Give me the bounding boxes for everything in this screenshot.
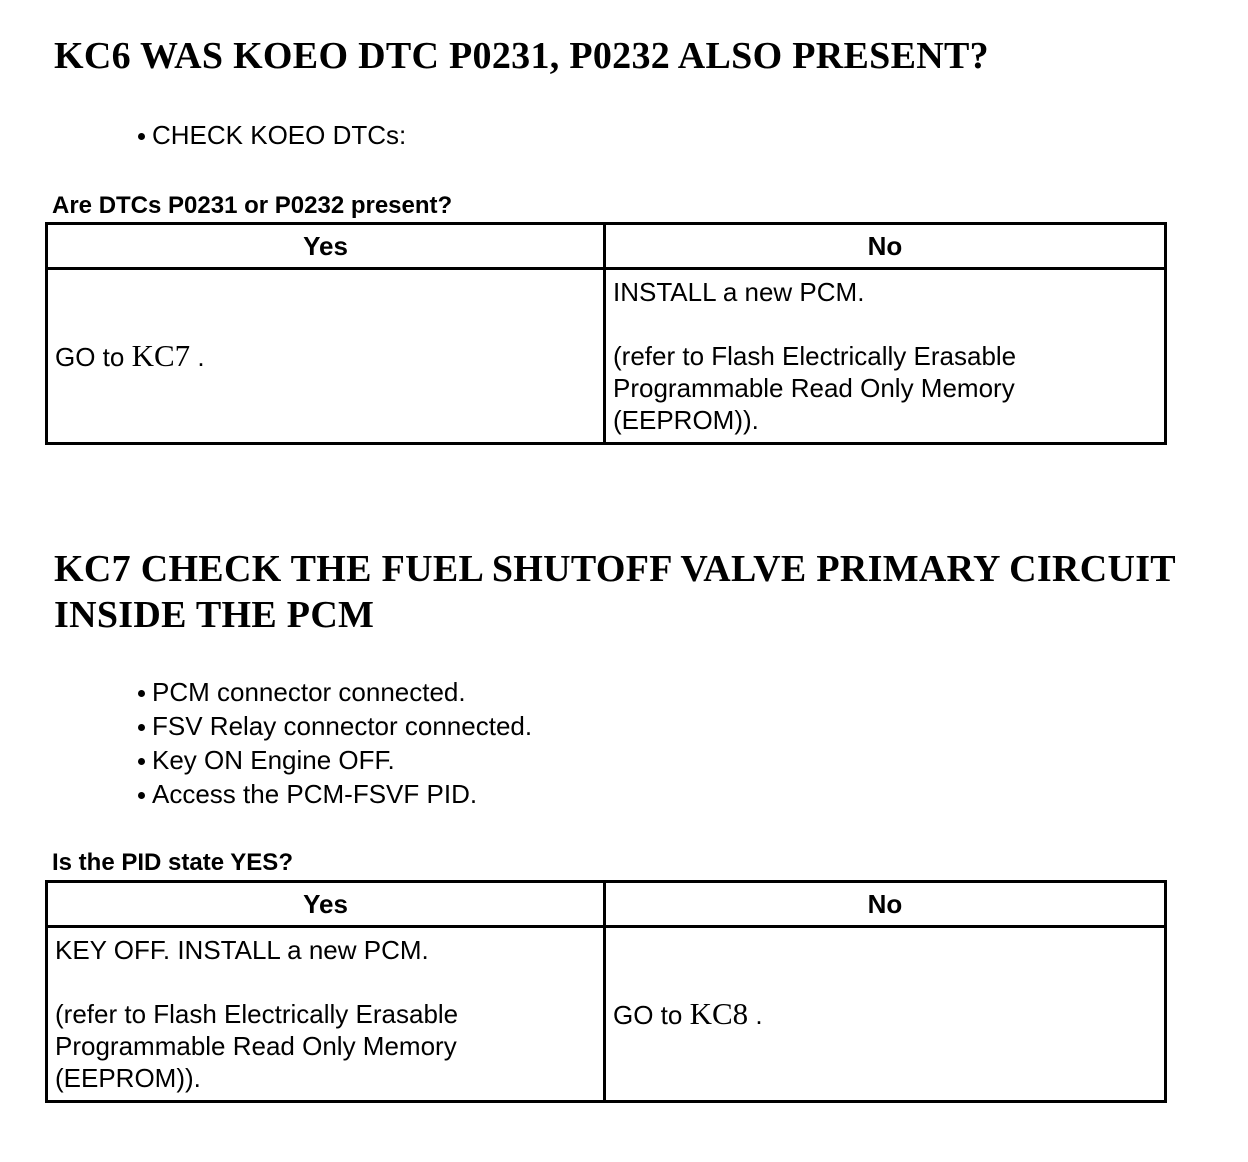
kc6-yes-suffix: . xyxy=(190,341,205,372)
kc6-bullet-item: CHECK KOEO DTCs: xyxy=(136,118,406,152)
kc7-bullet-list xyxy=(136,675,532,811)
kc6-heading: KC6 WAS KOEO DTC P0231, P0232 ALSO PRESENT? xyxy=(54,35,989,77)
kc6-question: Are DTCs P0231 or P0232 present? xyxy=(52,192,453,219)
kc6-no-action: INSTALL a new PCM. xyxy=(613,277,865,307)
kc6-yes-goto-text: GO to xyxy=(55,341,132,372)
kc7-no-header: No xyxy=(605,882,1166,927)
kc6-decision-table xyxy=(45,222,1167,445)
kc6-no-reference: (refer to Flash Electrically Erasable Programmable Read Only Memory (EEPROM)). xyxy=(613,341,1017,435)
kc6-no-cell xyxy=(605,269,1166,444)
kc7-no-suffix: . xyxy=(748,999,763,1030)
kc7-heading: KC7 CHECK THE FUEL SHUTOFF VALVE PRIMARY CIRCUIT INSIDE THE PCM xyxy=(54,548,1176,636)
kc7-yes-reference: (refer to Flash Electrically Erasable Programmable Read Only Memory (EEPROM)). xyxy=(55,999,459,1093)
kc7-yes-action: KEY OFF. INSTALL a new PCM. xyxy=(55,935,429,965)
kc6-yes-cell xyxy=(47,269,605,444)
kc6-bullet-list xyxy=(136,118,406,152)
kc7-bullet-item: Access the PCM-FSVF PID. xyxy=(136,777,532,811)
kc7-yes-cell xyxy=(47,927,605,1102)
kc7-no-goto-text: GO to xyxy=(613,999,690,1030)
kc7-yes-header: Yes xyxy=(47,882,605,927)
kc7-bullet-item: PCM connector connected. xyxy=(136,675,532,709)
kc7-decision-table xyxy=(45,880,1167,1103)
kc7-bullet-item: Key ON Engine OFF. xyxy=(136,743,532,777)
kc7-no-cell xyxy=(605,927,1166,1102)
kc6-yes-header: Yes xyxy=(47,224,605,269)
kc7-bullet-item: FSV Relay connector connected. xyxy=(136,709,532,743)
kc7-link[interactable]: KC7 xyxy=(131,337,191,373)
kc6-no-header: No xyxy=(605,224,1166,269)
kc7-question: Is the PID state YES? xyxy=(52,849,293,876)
kc8-link[interactable]: KC8 xyxy=(689,995,749,1031)
